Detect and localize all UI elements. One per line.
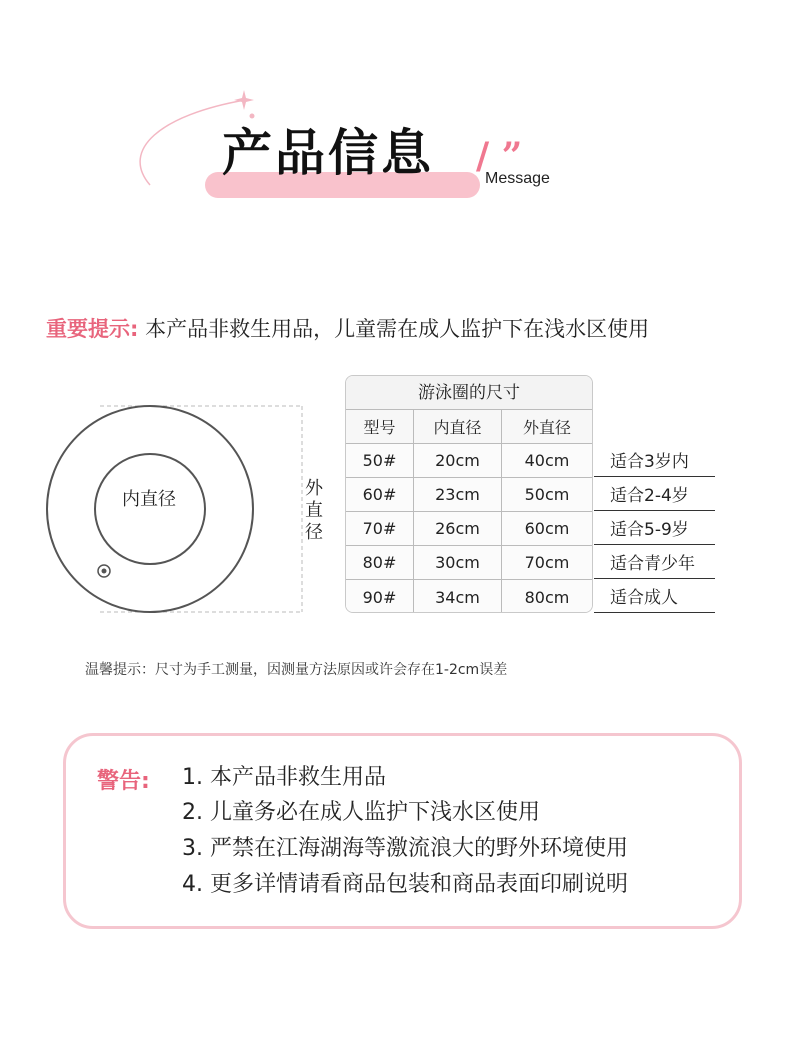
table-row (346, 512, 592, 546)
age-item: 适合成人 (594, 579, 715, 613)
age-item: 适合青少年 (594, 545, 715, 579)
cell-outer: 80cm (502, 580, 592, 613)
valve-icon (98, 565, 110, 577)
table-row (346, 478, 592, 512)
swim-ring-diagram (40, 398, 340, 618)
warning-box (63, 733, 742, 929)
warning-item: 2. 儿童务必在成人监护下浅水区使用 (182, 800, 540, 825)
table-row (346, 546, 592, 580)
header-outer: 外直径 (522, 418, 571, 437)
cell-outer: 70cm (502, 546, 592, 579)
cell-inner: 20cm (414, 444, 502, 477)
important-notice (46, 316, 649, 342)
cell-model: 70# (346, 512, 414, 545)
warning-item: 3. 严禁在江海湖海等激流浪大的野外环境使用 (182, 836, 628, 861)
cell-inner: 30cm (414, 546, 502, 579)
measurement-tip: 温馨提示：尺寸为手工测量，因测量方法原因或许会存在1-2cm误差 (85, 662, 508, 678)
warning-item: 1. 本产品非救生用品 (182, 765, 386, 790)
dot-icon (250, 114, 255, 119)
cell-model: 90# (346, 580, 414, 613)
header-inner: 内直径 (414, 410, 502, 443)
warning-item: 4. 更多详情请看商品包装和商品表面印刷说明 (182, 872, 628, 897)
page-title: 产品信息 (222, 124, 434, 182)
page-subtitle: Message (485, 170, 550, 187)
table-row (346, 444, 592, 478)
age-item: 适合2-4岁 (594, 477, 715, 511)
table-header-row (346, 410, 592, 444)
cell-inner: 23cm (414, 478, 502, 511)
age-suitability-list (594, 443, 715, 613)
important-text: 本产品非救生用品，儿童需在成人监护下在浅水区使用 (138, 317, 650, 341)
inner-diameter-label: 内直径 (122, 489, 176, 510)
age-item: 适合5-9岁 (594, 511, 715, 545)
age-item: 适合3岁内 (594, 443, 715, 477)
table-row (346, 580, 592, 613)
cell-inner: 26cm (414, 512, 502, 545)
table-title: 游泳圈的尺寸 (346, 376, 592, 410)
important-label: 重要提示: (46, 317, 139, 341)
outer-diameter-label: 外直径 (305, 478, 323, 543)
cell-outer: 50cm (502, 478, 592, 511)
cell-model: 60# (346, 478, 414, 511)
cell-model: 80# (346, 546, 414, 579)
cell-inner: 34cm (414, 580, 502, 613)
sparkle-icon (234, 90, 254, 110)
cell-model: 50# (346, 444, 414, 477)
header-model: 型号 (346, 410, 414, 443)
warning-label: 警告: (97, 769, 150, 794)
size-table (345, 375, 593, 613)
cell-outer: 40cm (502, 444, 592, 477)
cell-outer: 60cm (502, 512, 592, 545)
title-quote-mark: / ” (476, 135, 523, 177)
